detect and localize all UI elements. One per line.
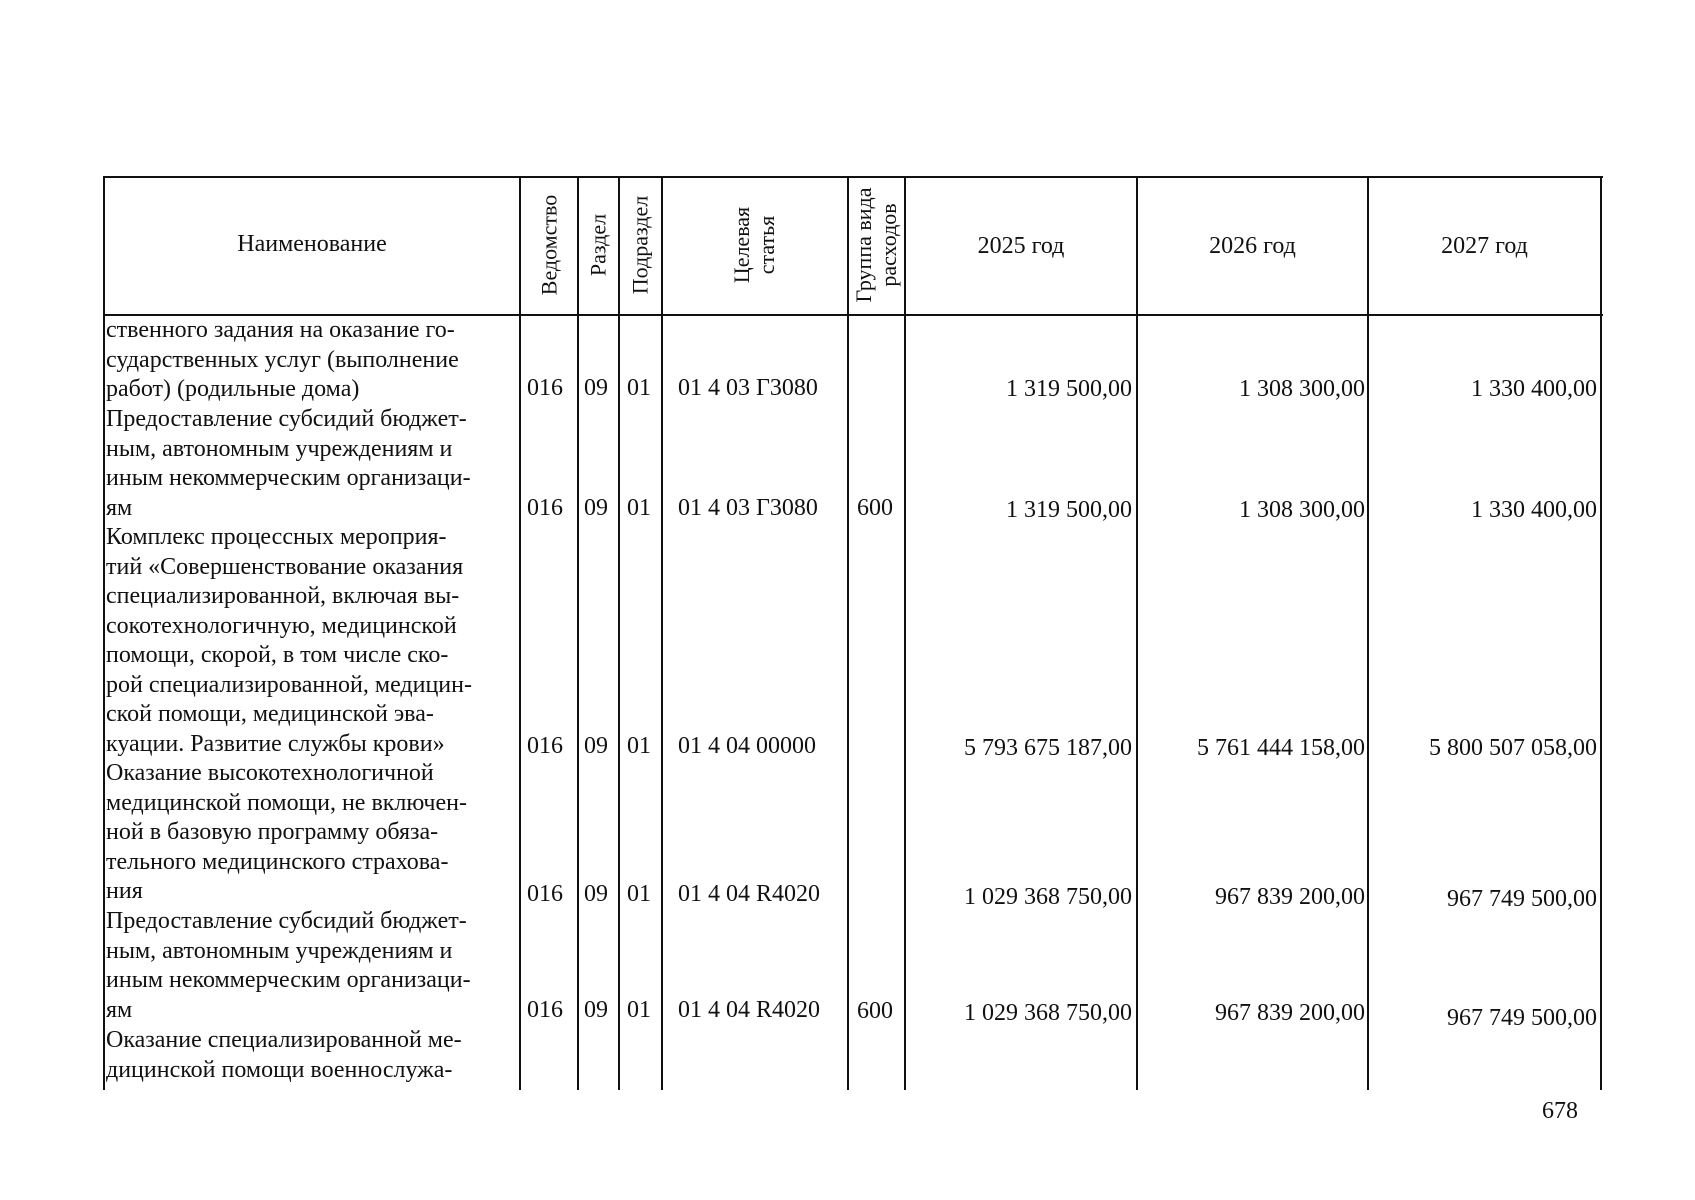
name-line: ным, автономным учреждениям и bbox=[106, 435, 453, 462]
name-line: специализированной, включая вы- bbox=[106, 583, 460, 609]
header-name: Наименование bbox=[237, 231, 387, 257]
name-line: иным некоммерческим организаци- bbox=[106, 465, 471, 491]
cell-2025: 1 029 368 750,00 bbox=[964, 884, 1132, 910]
cell-ved: 016 bbox=[527, 375, 563, 401]
cell-podr: 01 bbox=[627, 375, 651, 401]
cell-cs: 01 4 03 Г3080 bbox=[678, 495, 818, 521]
page-number: 678 bbox=[1542, 1098, 1578, 1124]
header-gruppa-line2: расходов bbox=[876, 203, 901, 287]
col-border-ved bbox=[577, 176, 579, 1090]
cell-2027: 967 749 500,00 bbox=[1447, 1005, 1597, 1031]
cell-2027: 5 800 507 058,00 bbox=[1429, 735, 1597, 761]
name-line: ям bbox=[106, 494, 133, 521]
row-name bbox=[106, 523, 516, 759]
col-border-right bbox=[1600, 176, 1602, 1090]
cell-2025: 1 319 500,00 bbox=[1006, 497, 1132, 523]
header-2027: 2027 год bbox=[1441, 233, 1528, 259]
name-line: иным некоммерческим организаци- bbox=[106, 967, 471, 993]
name-line: Предоставление субсидий бюджет- bbox=[106, 908, 467, 934]
cell-podr: 01 bbox=[627, 881, 651, 907]
header-celevaya-statya bbox=[729, 207, 779, 283]
col-border-podr bbox=[661, 176, 663, 1090]
cell-ved: 016 bbox=[527, 495, 563, 521]
name-line: Предоставление субсидий бюджет- bbox=[106, 406, 467, 432]
name-line: ной в базовую программу обяза- bbox=[106, 819, 439, 845]
cell-ved: 016 bbox=[527, 733, 563, 759]
col-border-2025 bbox=[1136, 176, 1138, 1090]
header-gruppa-vida bbox=[851, 188, 901, 303]
header-celevaya-line1: Целевая bbox=[729, 206, 754, 284]
col-border-razd bbox=[618, 176, 620, 1090]
cell-razd: 09 bbox=[584, 997, 608, 1023]
col-border-vr bbox=[904, 176, 906, 1090]
cell-2025: 1 029 368 750,00 bbox=[964, 1000, 1132, 1026]
name-line: Комплекс процессных мероприя- bbox=[106, 524, 447, 550]
cell-ved: 016 bbox=[527, 881, 563, 907]
cell-2027: 1 330 400,00 bbox=[1471, 376, 1597, 402]
cell-cs: 01 4 04 00000 bbox=[678, 733, 816, 759]
name-line: куации. Развитие службы крови» bbox=[106, 730, 445, 757]
cell-ved: 016 bbox=[527, 997, 563, 1023]
header-razdel: Раздел bbox=[585, 213, 611, 277]
row-name bbox=[106, 1026, 516, 1085]
cell-vr: 600 bbox=[857, 998, 893, 1024]
name-line: Оказание высокотехнологичной bbox=[106, 760, 434, 786]
name-line: рой специализированной, медицин- bbox=[106, 671, 472, 698]
header-2026: 2026 год bbox=[1209, 233, 1296, 259]
cell-vr: 600 bbox=[857, 495, 893, 521]
cell-2026: 1 308 300,00 bbox=[1239, 497, 1365, 523]
cell-razd: 09 bbox=[584, 375, 608, 401]
header-podrazdel: Подраздел bbox=[627, 195, 653, 295]
cell-cs: 01 4 03 Г3080 bbox=[678, 375, 818, 401]
name-line: дицинской помощи военнослужа- bbox=[106, 1056, 453, 1083]
row-name bbox=[106, 759, 516, 907]
name-line: ния bbox=[106, 878, 143, 904]
name-line: медицинской помощи, не включен- bbox=[106, 789, 467, 816]
cell-razd: 09 bbox=[584, 733, 608, 759]
name-line: Оказание специализированной ме- bbox=[106, 1027, 462, 1053]
header-celevaya-line2: статья bbox=[754, 215, 779, 275]
row-name bbox=[106, 316, 516, 405]
cell-2026: 967 839 200,00 bbox=[1215, 1000, 1365, 1026]
col-border-2026 bbox=[1367, 176, 1369, 1090]
header-gruppa-line1: Группа вида bbox=[851, 187, 876, 303]
cell-razd: 09 bbox=[584, 881, 608, 907]
name-line: ственного задания на оказание го- bbox=[106, 317, 455, 343]
row-name bbox=[106, 907, 516, 1025]
table-top-border bbox=[103, 176, 1603, 178]
col-border-cs bbox=[847, 176, 849, 1090]
cell-2027: 1 330 400,00 bbox=[1471, 497, 1597, 523]
cell-podr: 01 bbox=[627, 997, 651, 1023]
name-line: ям bbox=[106, 996, 133, 1023]
header-2025: 2025 год bbox=[977, 233, 1065, 259]
cell-podr: 01 bbox=[627, 495, 651, 521]
name-line: сударственных услуг (выполнение bbox=[106, 346, 459, 373]
cell-2026: 5 761 444 158,00 bbox=[1197, 735, 1365, 761]
row-name bbox=[106, 405, 516, 523]
col-border-left bbox=[103, 176, 105, 1090]
cell-2026: 1 308 300,00 bbox=[1239, 376, 1365, 402]
cell-2025: 5 793 675 187,00 bbox=[964, 735, 1132, 761]
name-line: сокотехнологичную, медицинской bbox=[106, 612, 457, 639]
cell-razd: 09 bbox=[584, 495, 608, 521]
cell-2026: 967 839 200,00 bbox=[1215, 884, 1365, 910]
cell-cs: 01 4 04 R4020 bbox=[678, 881, 821, 907]
cell-podr: 01 bbox=[627, 733, 651, 759]
name-line: тельного медицинского страхова- bbox=[106, 848, 449, 875]
cell-cs: 01 4 04 R4020 bbox=[678, 997, 821, 1023]
name-line: тий «Совершенствование оказания bbox=[106, 553, 464, 580]
name-line: помощи, скорой, в том числе ско- bbox=[106, 642, 449, 668]
name-line: работ) (родильные дома) bbox=[106, 376, 360, 402]
col-border-name bbox=[519, 176, 521, 1090]
cell-2025: 1 319 500,00 bbox=[1006, 376, 1132, 402]
cell-2027: 967 749 500,00 bbox=[1447, 886, 1597, 912]
name-line: ным, автономным учреждениям и bbox=[106, 937, 453, 964]
name-line: ской помощи, медицинской эва- bbox=[106, 701, 434, 727]
header-vedomstvo: Ведомство bbox=[536, 194, 562, 296]
